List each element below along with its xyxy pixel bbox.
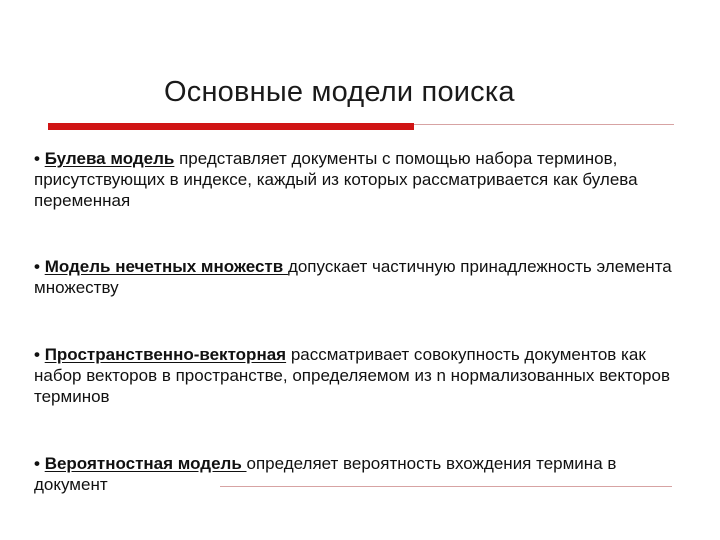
list-item-fuzzy-set-model <box>34 256 674 298</box>
definition-fuzzy-set-model: допускает частичную принадлежность элемента множеству <box>34 257 672 297</box>
bullet-icon: • <box>34 257 40 276</box>
definition-vector-space-model: рассматривает совокупность документов как набор векторов в пространстве, определяемом из n нормализованных векторов терминов <box>34 345 670 406</box>
list-item-boolean-model <box>34 148 674 211</box>
list-item-probabilistic-model <box>34 453 674 495</box>
slide-title: Основные модели поиска <box>164 76 515 108</box>
list-item-vector-space-model <box>34 344 674 407</box>
term-fuzzy-set-model: Модель нечетных множеств <box>44 257 288 276</box>
decorative-rule-line <box>220 486 672 487</box>
term-vector-space-model: Пространственно-векторная <box>44 345 287 364</box>
definition-boolean-model: представляет документы с помощью набора терминов, присутствующих в индексе, каждый из которых рассматривается как булева переменная <box>34 149 638 210</box>
term-probabilistic-model: Вероятностная модель <box>44 454 247 473</box>
term-boolean-model: Булева модель <box>44 149 175 168</box>
bullet-icon: • <box>34 454 40 473</box>
title-divider-line <box>414 124 674 125</box>
bullet-icon: • <box>34 149 40 168</box>
bullet-icon: • <box>34 345 40 364</box>
definition-probabilistic-model: определяет вероятность вхождения термина в документ <box>34 454 617 494</box>
title-accent-bar <box>48 123 414 130</box>
